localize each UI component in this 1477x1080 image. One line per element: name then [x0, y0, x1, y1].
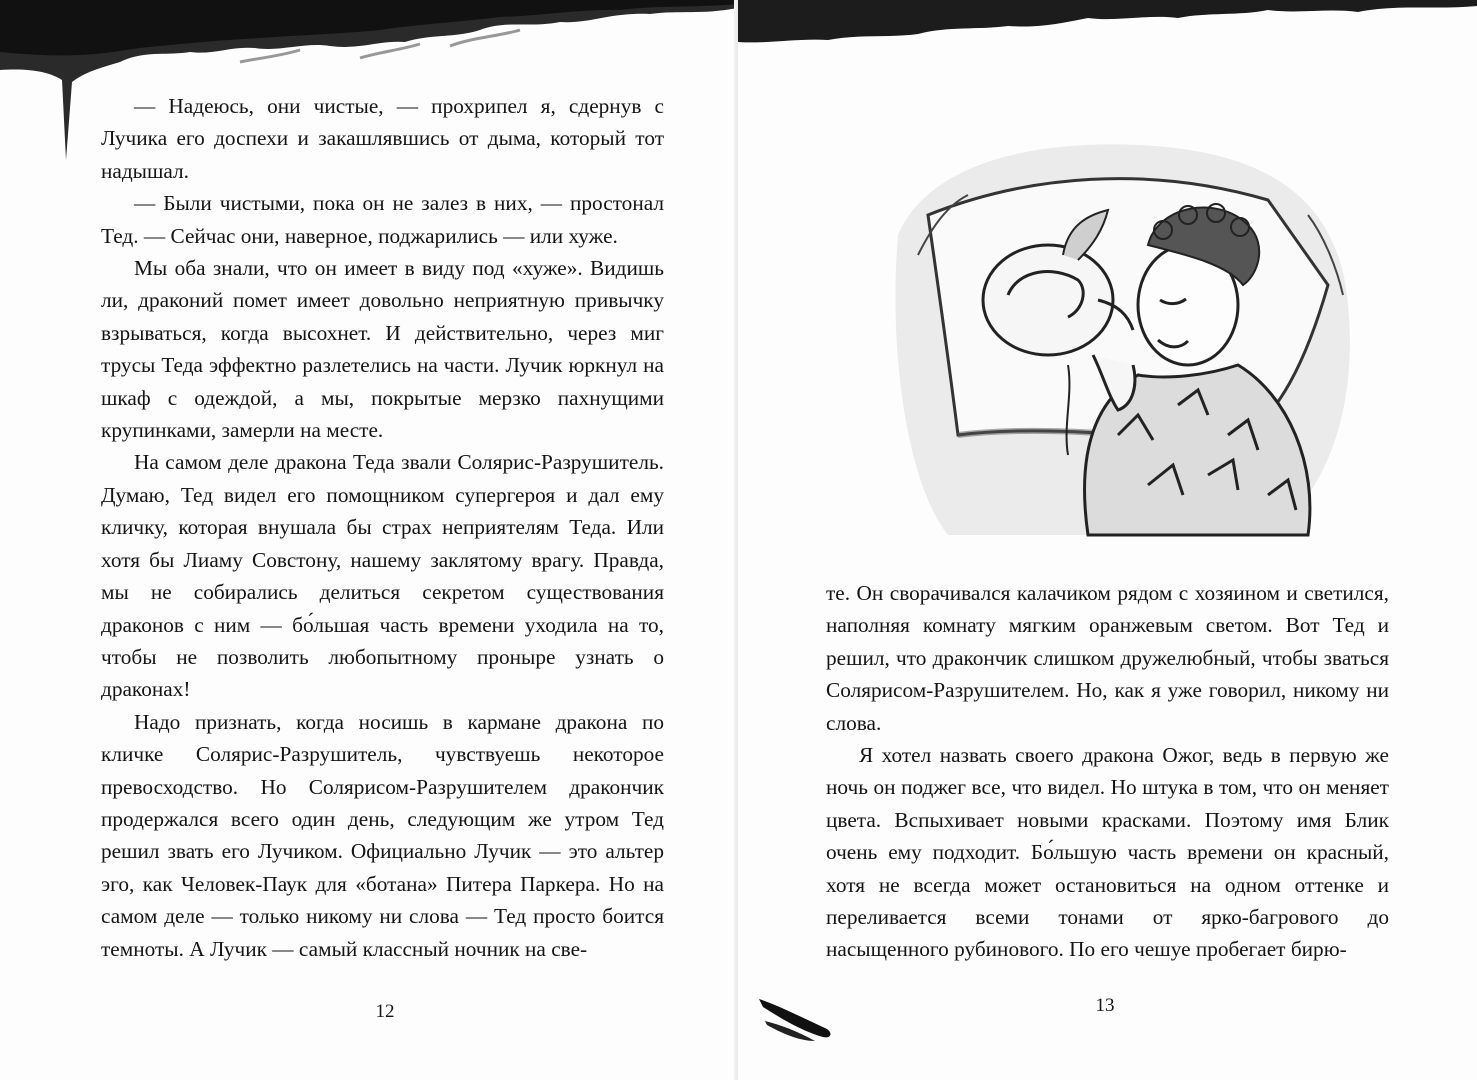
sleeping-boy-with-dragon-illustration [888, 105, 1358, 545]
paragraph: те. Он сворачивался калачиком рядом с хозяином и светился, наполняя комнату мягким оранжевым светом. Вот Тед и решил, что дракончик слишком дружелюбный, чтобы зваться Солярисом-Разрушителем. Но, как я уже говорил, никому ни слова. [826, 581, 1389, 735]
left-page [0, 0, 738, 1080]
right-page-text [826, 577, 1389, 966]
ink-brush-stroke-decoration [757, 995, 837, 1045]
page-number-right: 13 [1095, 995, 1115, 1016]
torn-edge-decoration [738, 0, 1477, 60]
paragraph: — Надеюсь, они чистые, — прохрипел я, сдернув с Лучика его доспехи и закашлявшись от дыма, который тот надышал. [101, 94, 664, 183]
paragraph: — Были чистыми, пока он не залез в них, — простонал Тед. — Сейчас они, наверное, поджарились — или хуже. [101, 191, 664, 248]
left-page-text [101, 90, 664, 965]
right-page [738, 0, 1477, 1080]
paragraph: Мы оба знали, что он имеет в виду под «хуже». Видишь ли, драконий помет имеет довольно неприятную привычку взрываться, когда высохнет. И действительно, через миг трусы Теда эффектно разлетелись на части. Лучик юркнул на шкаф с одеждой, а мы, покрытые мерзко пахнущими крупинками, замерли на месте. [101, 256, 664, 443]
paragraph: Надо признать, когда носишь в кармане дракона по кличке Солярис-Разрушитель, чувствуешь некоторое превосходство. Но Солярисом-Разрушителем дракончик продержался всего один день, следующим же утром Тед решил звать его Лучиком. Официально Лучик — это альтер эго, как Человек-Паук для «ботана» Питера Паркера. Но на самом деле — только никому ни слова — Тед просто боится темноты. А Лучик — самый классный ночник на све- [101, 709, 664, 961]
page-number-left: 12 [375, 1001, 395, 1022]
paragraph: Я хотел назвать своего дракона Ожог, ведь в первую же ночь он поджег все, что видел. Но штука в том, что он меняет цвета. Вспыхивает новыми красками. Поэтому имя Блик очень ему подходит. Бо́льшую часть времени он красный, хотя не всегда может остановиться на одном оттенке и переливается всеми тонами от ярко-багрового до насыщенного рубинового. По его чешуе пробегает бирю- [826, 743, 1389, 962]
paragraph: На самом деле дракона Теда звали Солярис-Разрушитель. Думаю, Тед видел его помощником супергероя и дал ему кличку, которая внушала бы страх неприятелям Теда. Или хотя бы Лиаму Совстону, нашему заклятому врагу. Правда, мы не собирались делиться секретом существования драконов с ним — бо́льшая часть времени уходила на то, чтобы не позволить любопытному проныре узнать о драконах! [101, 450, 664, 702]
